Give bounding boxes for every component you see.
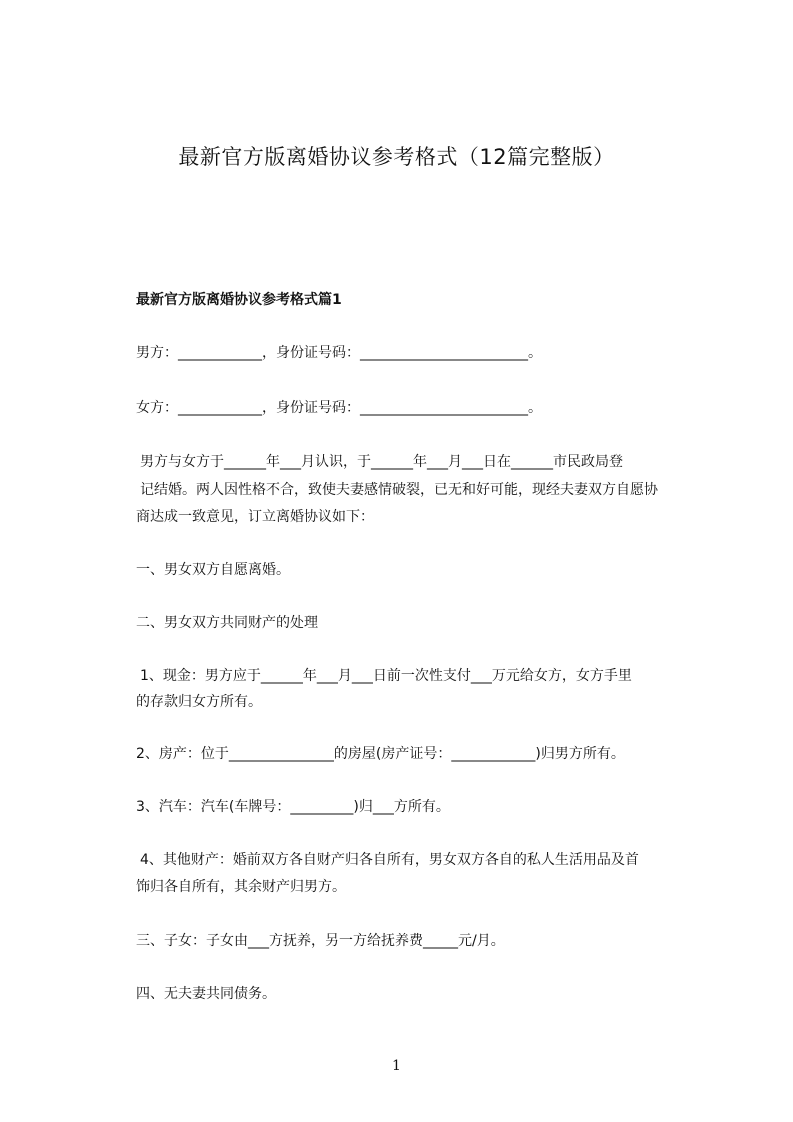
intro-line-2: 记结婚。两人因性格不合，致使夫妻感情破裂，已无和好可能，现经夫妻双方自愿协 (140, 482, 658, 498)
other-property-line-2: 饰归各自所有，其余财产归男方。 (136, 879, 346, 895)
other-property-line-1: 4、其他财产：婚前双方各自财产归各自所有，男女双方各自的私人生活用品及首 (140, 852, 639, 868)
male-party-line: 男方：____________，身份证号码：________________________。 (136, 345, 542, 361)
intro-line-3: 商达成一致意见，订立离婚协议如下： (136, 509, 374, 525)
cash-line-2: 的存款归女方所有。 (136, 694, 262, 710)
clause-2: 二、男女双方共同财产的处理 (136, 615, 318, 631)
clause-1: 一、男女双方自愿离婚。 (136, 562, 290, 578)
section-heading: 最新官方版离婚协议参考格式篇1 (136, 292, 342, 308)
cash-line-1: 1、现金：男方应于______年___月___日前一次性支付___万元给女方，女方手里 (140, 668, 632, 684)
house-line: 2、房产：位于_______________的房屋(房产证号：____________)归男方所有。 (136, 746, 625, 762)
clause-4: 四、无夫妻共同债务。 (136, 986, 276, 1002)
car-line: 3、汽车：汽车(车牌号：_________)归___方所有。 (136, 799, 450, 815)
document-title: 最新官方版离婚协议参考格式（12篇完整版） (178, 145, 615, 169)
female-party-line: 女方：____________，身份证号码：________________________。 (136, 400, 542, 416)
clause-3: 三、子女：子女由___方抚养，另一方给抚养费_____元/月。 (136, 933, 505, 949)
page-number: 1 (392, 1058, 401, 1074)
intro-line-1: 男方与女方于______年___月认识，于______年___月___日在______市民政局登 (140, 454, 623, 470)
